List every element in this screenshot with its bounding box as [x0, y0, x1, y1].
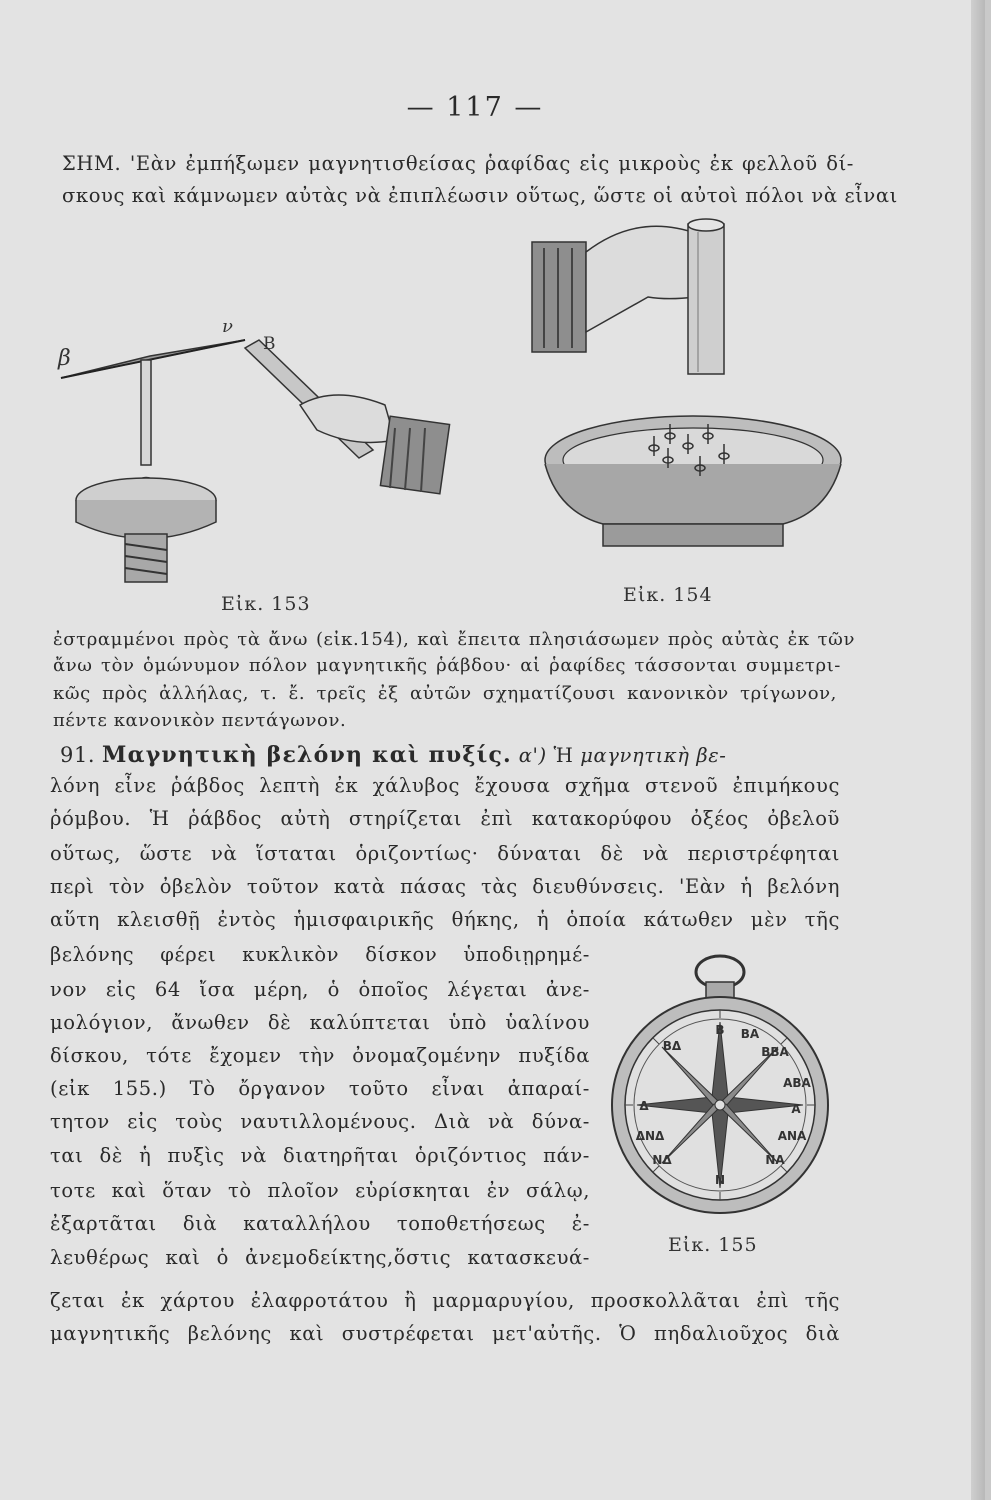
note-cont-line-2: ἄνω τὸν ὁμώνυμον πόλον μαγνητικῆς ῥάβδου· αἱ ῥαφίδες τάσσονται συμμετρι-: [53, 655, 841, 676]
narrow-line-4: δίσκου, τότε ἔχομεν τὴν ὀνομαζομένην πυξίδα: [50, 1044, 590, 1067]
end-line-2: μαγνητικῆς βελόνης καὶ συστρέφεται μετ'αὐτῆς. Ὁ πηδαλιοῦχος διὰ: [50, 1322, 840, 1345]
compass-label-nne: ΒΒΑ: [761, 1045, 789, 1059]
note-line-2: σκους καὶ κάμνωμεν αὐτὰς νὰ ἐπιπλέωσιν οὕτως, ὥστε οἱ αὐτοὶ πόλοι νὰ εἶναι: [62, 184, 898, 207]
body-line-4: περὶ τὸν ὀβελὸν τοῦτον κατὰ πάσας τὰς διευθύνσεις. 'Εὰν ἡ βελόνη: [50, 875, 840, 898]
narrow-line-6: τητον εἰς τοὺς ναυτιλλομένους. Διὰ νὰ δύνα-: [50, 1110, 590, 1133]
compass-label-aba: ABA: [783, 1076, 811, 1090]
narrow-line-3: μολόγιον, ἄνωθεν δὲ καλύπτεται ὑπὸ ὑαλίνου: [50, 1011, 590, 1034]
compass-label-n: B: [715, 1023, 725, 1037]
note-cont-line-1: ἐστραμμένοι πρὸς τὰ ἄνω (εἰκ.154), καὶ ἔπειτα πλησιάσωμεν πρὸς αὐτὰς ἐκ τῶν: [53, 629, 855, 650]
section-title: Μαγνητικὴ βελόνη καὶ πυξίς.: [102, 742, 512, 768]
body-line-1: λόνη εἶνε ῥάβδος λεπτὴ ἐκ χάλυβος ἔχουσα σχῆμα στενοῦ ἐπιμήκους: [50, 774, 840, 797]
compass-label-se: NA: [765, 1153, 785, 1167]
body-line-2: ῥόμβου. Ἡ ῥάβδος αὐτὴ στηρίζεται ἐπὶ κατακορύφου ὀξέος ὀβελοῦ: [50, 807, 840, 830]
figure-154-illustration: [528, 212, 848, 562]
page-number: — 117 —: [406, 92, 544, 123]
section-intro-italic: μαγνητικὴ βε-: [580, 744, 727, 767]
fig154-caption: Εἰκ. 154: [623, 584, 713, 606]
compass-label-w: Δ: [639, 1099, 649, 1113]
narrow-line-8: τοτε καὶ ὅταν τὸ πλοῖον εὑρίσκηται ἐν σάλῳ,: [50, 1179, 590, 1202]
fig155-caption: Εἰκ. 155: [668, 1234, 758, 1256]
section-number: 91.: [60, 743, 96, 767]
fig153-caption: Εἰκ. 153: [221, 593, 311, 615]
fig153-label-left: β: [58, 346, 72, 371]
section-heading-line: [60, 741, 840, 770]
narrow-line-2: νον εἰς 64 ἴσα μέρη, ὁ ὁποῖος λέγεται ἀνε-: [50, 978, 590, 1001]
fig153-label-upper: ν: [222, 316, 234, 337]
body-line-5: αὕτη κλεισθῇ ἐντὸς ἡμισφαιρικῆς θήκης, ἡ ὁποία κάτωθεν μὲν τῆς: [50, 908, 840, 931]
fig153-label-right: B: [263, 334, 277, 354]
note-line-1: ΣΗΜ. 'Εὰν ἐμπήξωμεν μαγνητισθείσας ῥαφίδας εἰς μικροὺς ἐκ φελλοῦ δί-: [62, 152, 854, 175]
section-intro-rest: Ἡ: [553, 744, 574, 767]
compass-label-s: N: [714, 1173, 726, 1187]
figure-155-compass: [610, 950, 835, 1240]
note-cont-line-3: κῶς πρὸς ἀλλήλας, τ. ἔ. τρεῖς ἐξ αὐτῶν σχηματίζουσι κανονικὸν τρίγωνον,: [53, 683, 837, 704]
compass-label-sw: ΝΔ: [652, 1153, 672, 1167]
page-edge: [971, 0, 985, 1500]
narrow-line-5: (εἰκ 155.) Τὸ ὄργανον τοῦτο εἶναι ἀπαραί-: [50, 1077, 590, 1100]
compass-label-wsw: ΔΝΔ: [635, 1129, 665, 1143]
narrow-line-1: βελόνης φέρει κυκλικὸν δίσκον ὑποδιῃρημέ-: [50, 943, 590, 966]
narrow-line-7: ται δὲ ἡ πυξὶς νὰ διατηρῆται ὁριζόντιος πάν-: [50, 1144, 590, 1167]
narrow-line-10: λευθέρως καὶ ὁ ἀνεμοδείκτης,ὅστις κατασκευά-: [50, 1246, 590, 1269]
section-intro-mark: α'): [518, 744, 547, 767]
compass-label-ana: ANA: [777, 1129, 807, 1143]
compass-label-ne: BA: [740, 1027, 760, 1041]
note-cont-line-4: πέντε κανονικὸν πεντάγωνον.: [53, 710, 347, 731]
body-line-3: οὕτως, ὥστε νὰ ἵσταται ὁριζοντίως· δύναται δὲ νὰ περιστρέφηται: [50, 842, 840, 865]
narrow-line-9: ἐξαρτᾶται διὰ καταλλήλου τοποθετήσεως ἐ-: [50, 1212, 590, 1235]
end-line-1: ζεται ἐκ χάρτου ἐλαφροτάτου ἢ μαρμαρυγίου, προσκολλᾶται ἐπὶ τῆς: [50, 1289, 840, 1312]
compass-label-e: A: [791, 1102, 801, 1116]
compass-label-nw: ΒΔ: [662, 1039, 682, 1053]
